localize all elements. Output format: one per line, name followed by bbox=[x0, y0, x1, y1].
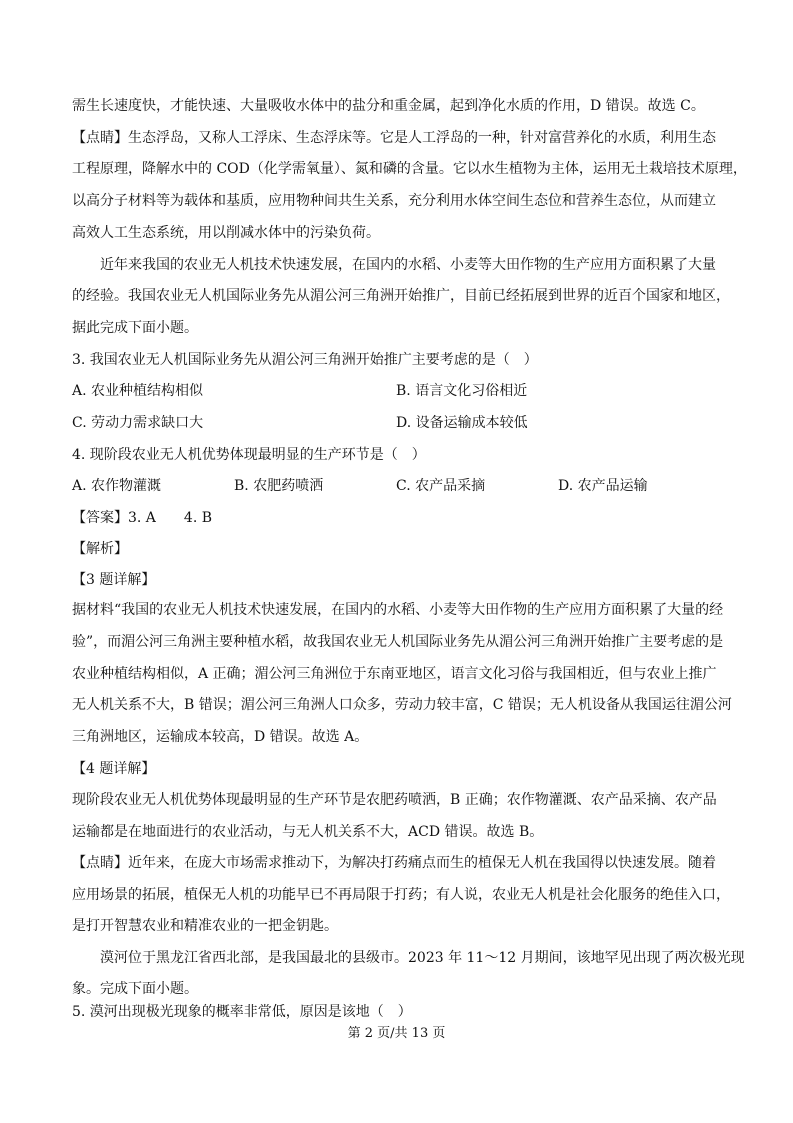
q3-option-b: B. 语言文化习俗相近 bbox=[396, 383, 528, 399]
passage-line: 象。完成下面小题。 bbox=[72, 981, 198, 997]
text-line: 工程原理，降解水中的 COD（化学需氧量）、氮和磷的含量。它以水生植物为主体，运用无土栽培技术原理， bbox=[72, 161, 747, 177]
explanation-line: 无人机关系不大，B 错误；湄公河三角洲人口众多，劳动力较丰富，C 错误；无人机设备从我国运往湄公河 bbox=[72, 697, 732, 713]
text-line: 高效人工生态系统，用以削减水体中的污染负荷。 bbox=[72, 225, 380, 241]
explanation-line: 运输都是在地面进行的农业活动，与无人机关系不大，ACD 错误。故选 B。 bbox=[72, 824, 544, 840]
page-number-footer: 第 2 页/共 13 页 bbox=[347, 1026, 446, 1041]
q3-detail-heading: 【3 题详解】 bbox=[72, 572, 156, 588]
explanation-line: 据材料“我国的农业无人机技术快速发展，在国内的水稻、小麦等大田作物的生产应用方面积累了大量的经 bbox=[72, 602, 724, 618]
q4-option-d: D. 农产品运输 bbox=[558, 478, 648, 494]
analysis-heading: 【解析】 bbox=[72, 541, 128, 557]
answer-line: 【答案】3. A 4. B bbox=[72, 510, 213, 526]
q4-detail-heading: 【4 题详解】 bbox=[72, 761, 156, 777]
q4-option-a: A. 农作物灌溉 bbox=[72, 478, 162, 494]
passage-line: 据此完成下面小题。 bbox=[72, 320, 198, 336]
passage-line: 漠河位于黑龙江省西北部，是我国最北的县级市。2023 年 11～12 月期间，该地罕见出现了两次极光现 bbox=[100, 950, 745, 966]
passage-line: 的经验。我国农业无人机国际业务先从湄公河三角洲开始推广，目前已经拓展到世界的近百个国家和地区， bbox=[72, 288, 730, 304]
text-line: 应用场景的拓展，植保无人机的功能早已不再局限于打药；有人说，农业无人机是社会化服务的绝佳入口， bbox=[72, 887, 730, 903]
question-5: 5. 漠河出现极光现象的概率非常低，原因是该地（ ） bbox=[72, 1004, 412, 1020]
text-line: 是打开智慧农业和精准农业的一把金钥匙。 bbox=[72, 918, 338, 934]
explanation-line: 现阶段农业无人机优势体现最明显的生产环节是农肥药喷洒，B 正确；农作物灌溉、农产品采摘、农产品 bbox=[72, 792, 717, 808]
explanation-line: 验”，而湄公河三角洲主要种植水稻，故我国农业无人机国际业务先从湄公河三角洲开始推广主要考虑的是 bbox=[72, 634, 724, 650]
question-4: 4. 现阶段农业无人机优势体现最明显的生产环节是（ ） bbox=[72, 447, 426, 463]
passage-line: 近年来我国的农业无人机技术快速发展，在国内的水稻、小麦等大田作物的生产应用方面积累了大量 bbox=[100, 257, 716, 273]
q3-option-a: A. 农业种植结构相似 bbox=[72, 383, 204, 399]
q3-option-d: D. 设备运输成本较低 bbox=[396, 415, 528, 431]
q4-option-b: B. 农肥药喷洒 bbox=[234, 478, 324, 494]
question-3: 3. 我国农业无人机国际业务先从湄公河三角洲开始推广主要考虑的是（ ） bbox=[72, 352, 538, 368]
explanation-line: 三角洲地区，运输成本较高，D 错误。故选 A。 bbox=[72, 729, 369, 745]
q3-option-c: C. 劳动力需求缺口大 bbox=[72, 415, 204, 431]
q4-option-c: C. 农产品采摘 bbox=[396, 478, 486, 494]
text-line: 需生长速度快，才能快速、大量吸收水体中的盐分和重金属，起到净化水质的作用，D 错误。故选 C。 bbox=[72, 98, 705, 114]
tip-heading-line: 【点睛】生态浮岛，又称人工浮床、生态浮床等。它是人工浮岛的一种，针对富营养化的水质，利用生态 bbox=[72, 130, 716, 146]
explanation-line: 农业种植结构相似，A 正确；湄公河三角洲位于东南亚地区，语言文化习俗与我国相近，但与农业上推广 bbox=[72, 666, 717, 682]
text-line: 以高分子材料等为载体和基质，应用物种间共生关系，充分利用水体空间生态位和营养生态位，从而建立 bbox=[72, 193, 716, 209]
tip-heading-line: 【点睛】近年来，在庞大市场需求推动下，为解决打药痛点而生的植保无人机在我国得以快速发展。随着 bbox=[72, 855, 716, 871]
